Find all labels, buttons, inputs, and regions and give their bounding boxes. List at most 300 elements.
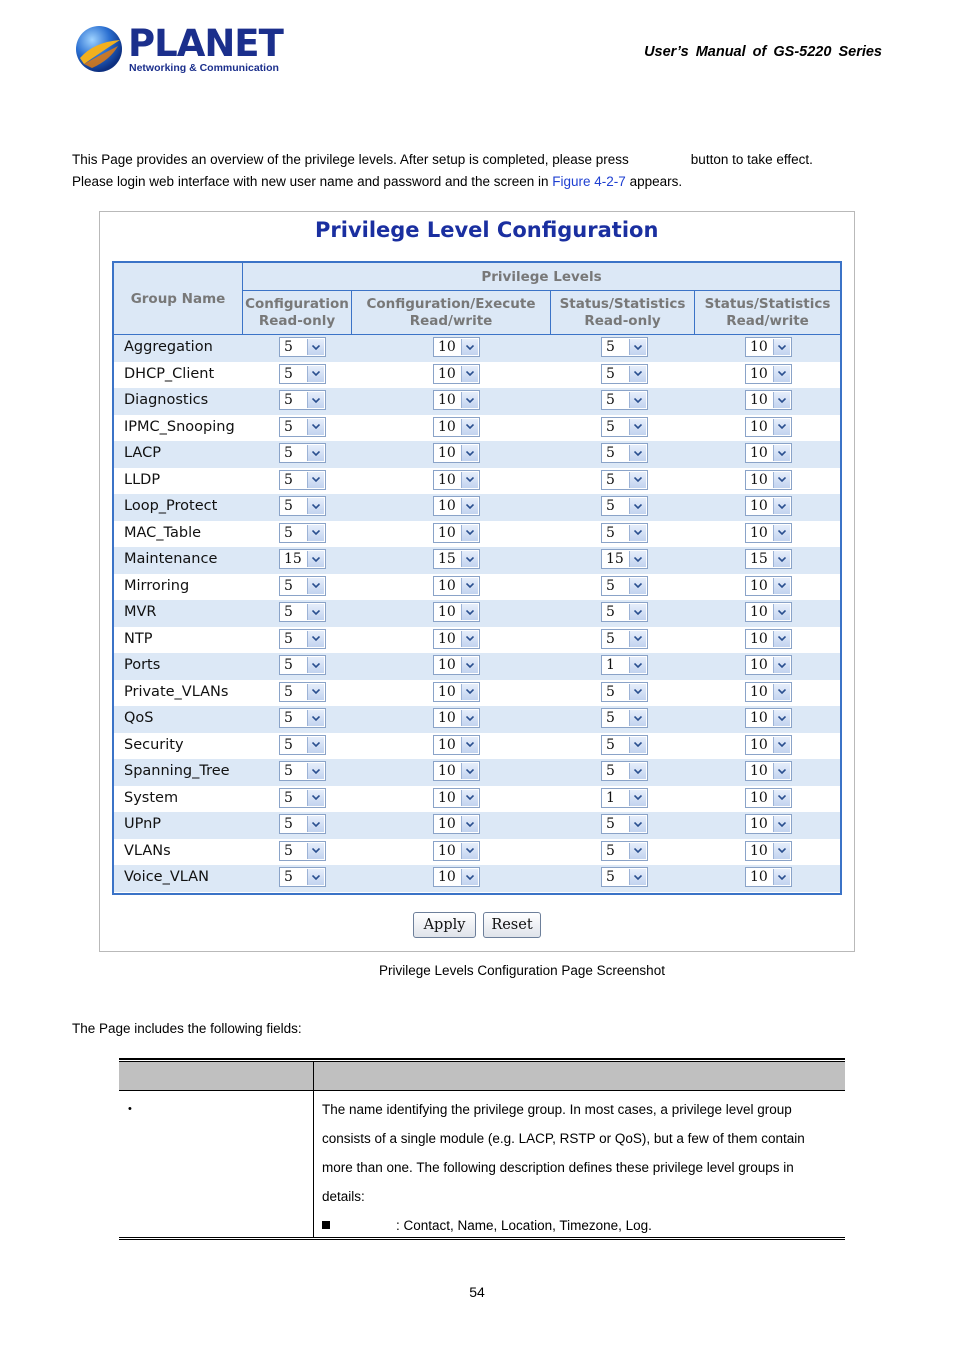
group-name-cell: MVR [124,604,157,620]
select-value: 5 [284,816,293,832]
group-name-cell: VLANs [124,842,171,859]
chevron-down-icon[interactable] [629,710,646,726]
chevron-down-icon[interactable] [307,339,324,355]
chevron-down-icon[interactable] [461,816,478,832]
select-value: 10 [438,392,456,408]
chevron-down-icon[interactable] [307,419,324,435]
privilege-level-select[interactable] [745,496,792,516]
select-value: 5 [606,869,615,885]
chevron-down-icon[interactable] [629,551,646,567]
chevron-down-icon[interactable] [629,657,646,673]
chevron-down-icon[interactable] [773,339,790,355]
chevron-down-icon[interactable] [629,392,646,408]
chevron-down-icon[interactable] [773,525,790,541]
privilege-level-select[interactable] [433,708,480,728]
chevron-down-icon[interactable] [629,790,646,806]
select-value: 10 [438,471,456,488]
column-header [352,291,551,334]
chevron-down-icon[interactable] [307,869,324,885]
select-value: 10 [750,842,768,859]
chevron-down-icon[interactable] [307,843,324,859]
privilege-level-select[interactable] [433,523,480,543]
privilege-level-select[interactable] [745,470,792,490]
intro-text-2: Please login web interface with new user name and password and the screen in [72,174,553,189]
select-value: 10 [750,524,768,541]
chevron-down-icon[interactable] [629,419,646,435]
planet-logo [72,22,283,78]
table-bottom-rule [119,1237,845,1240]
select-value: 1 [606,789,615,806]
group-name-cell: Loop_Protect [124,498,218,514]
logo-wordmark: PLANET [128,22,283,65]
bullet: • [128,1103,132,1115]
select-value: 5 [284,339,293,355]
chevron-down-icon[interactable] [461,763,478,779]
column-header-line1: Configuration/Execute [366,295,536,312]
privilege-level-select[interactable] [279,761,326,781]
select-value: 10 [750,498,768,514]
select-value: 10 [438,763,456,779]
body-column-divider [313,1091,314,1237]
select-value: 15 [284,551,302,567]
select-value: 10 [438,816,456,832]
chevron-down-icon[interactable] [461,869,478,885]
privilege-level-select[interactable] [279,708,326,728]
privilege-level-select[interactable] [601,735,648,755]
privilege-rows [114,335,840,892]
select-value: 10 [438,710,456,726]
select-value: 10 [438,604,456,620]
table-row [114,494,840,521]
select-value: 10 [438,498,456,514]
chevron-down-icon[interactable] [461,657,478,673]
privilege-level-select[interactable] [745,417,792,437]
description-line: details: [322,1189,365,1204]
privilege-level-select[interactable] [433,761,480,781]
manual-title: User’s Manual of GS-5220 Series [644,44,882,60]
privilege-level-select[interactable] [433,443,480,463]
header-column-divider [313,1062,314,1090]
privilege-level-select[interactable] [279,788,326,808]
select-value: 10 [750,763,768,779]
group-name-cell: LLDP [124,471,161,488]
table-row [114,786,840,813]
chevron-down-icon[interactable] [773,392,790,408]
privilege-level-select[interactable] [601,523,648,543]
chevron-down-icon[interactable] [629,763,646,779]
privilege-level-select[interactable] [745,682,792,702]
group-name-cell: Aggregation [124,339,213,355]
field-description [322,1095,842,1240]
chevron-down-icon[interactable] [307,737,324,753]
chevron-down-icon[interactable] [773,631,790,647]
privilege-level-select[interactable] [433,629,480,649]
table-row [114,812,840,839]
select-value: 5 [284,736,293,753]
chevron-down-icon[interactable] [629,869,646,885]
logo-tagline: Networking & Communication [129,62,279,74]
description-line: The name identifying the privilege group. In most cases, a privilege level group [322,1102,792,1117]
privilege-level-select[interactable] [279,655,326,675]
chevron-down-icon[interactable] [461,339,478,355]
chevron-down-icon[interactable] [629,339,646,355]
chevron-down-icon[interactable] [773,869,790,885]
privilege-level-select[interactable] [279,523,326,543]
privilege-level-select[interactable] [601,576,648,596]
chevron-down-icon[interactable] [773,366,790,382]
select-value: 10 [438,418,456,435]
chevron-down-icon[interactable] [307,525,324,541]
figure-caption: Privilege Levels Configuration Page Screenshot [379,963,665,978]
select-value: 1 [606,657,615,673]
chevron-down-icon[interactable] [461,551,478,567]
privilege-level-select[interactable] [745,841,792,861]
privilege-level-select[interactable] [601,390,648,410]
description-line: more than one. The following description defines these privilege level groups in [322,1160,794,1175]
privilege-level-select[interactable] [279,576,326,596]
chevron-down-icon[interactable] [307,392,324,408]
privilege-levels-header: Privilege Levels [243,263,840,291]
select-value: 5 [284,763,293,779]
select-value: 5 [284,418,293,435]
select-value: 10 [750,471,768,488]
select-value: 5 [284,842,293,859]
group-name-cell: Private_VLANs [124,683,229,700]
table-row [114,839,840,866]
select-value: 10 [438,339,456,355]
select-value: 5 [284,445,293,461]
select-value: 10 [438,683,456,700]
privilege-level-select[interactable] [279,867,326,887]
chevron-down-icon[interactable] [629,498,646,514]
select-value: 5 [606,498,615,514]
privilege-level-select[interactable] [601,761,648,781]
chevron-down-icon[interactable] [629,445,646,461]
privilege-level-select[interactable] [745,337,792,357]
privilege-level-select[interactable] [601,417,648,437]
privilege-level-select[interactable] [601,867,648,887]
privilege-level-select[interactable] [745,549,792,569]
privilege-level-select[interactable] [279,470,326,490]
privilege-level-select[interactable] [601,549,648,569]
chevron-down-icon[interactable] [461,631,478,647]
privilege-level-select[interactable] [433,576,480,596]
chevron-down-icon[interactable] [307,710,324,726]
privilege-level-select[interactable] [279,629,326,649]
chevron-down-icon[interactable] [307,604,324,620]
intro-line-1 [72,152,813,168]
square-bullet-icon [322,1221,330,1229]
chevron-down-icon[interactable] [307,816,324,832]
chevron-down-icon[interactable] [307,657,324,673]
privilege-level-select[interactable] [279,417,326,437]
select-value: 10 [438,657,456,673]
group-name-cell: System [124,789,179,806]
select-value: 5 [284,789,293,806]
chevron-down-icon[interactable] [461,419,478,435]
select-value: 10 [750,683,768,700]
privilege-level-select[interactable] [433,549,480,569]
privilege-level-select[interactable] [279,390,326,410]
table-row [114,706,840,733]
select-value: 5 [606,471,615,488]
privilege-level-select[interactable] [601,337,648,357]
privilege-level-select[interactable] [601,496,648,516]
privilege-level-select[interactable] [279,443,326,463]
select-value: 5 [284,869,293,885]
chevron-down-icon[interactable] [461,578,478,594]
select-value: 10 [438,524,456,541]
chevron-down-icon[interactable] [773,816,790,832]
privilege-level-select[interactable] [433,364,480,384]
privilege-level-select[interactable] [279,337,326,357]
table-body-row [119,1091,845,1237]
page-number: 54 [469,1284,485,1300]
sub-item-text: : Contact, Name, Location, Timezone, Log. [396,1218,652,1233]
group-name-cell: Maintenance [124,551,218,567]
table-row [114,547,840,574]
select-value: 10 [750,789,768,806]
privilege-level-select[interactable] [433,655,480,675]
group-name-cell: DHCP_Client [124,365,215,382]
select-value: 10 [438,789,456,806]
privilege-level-select[interactable] [279,814,326,834]
chevron-down-icon[interactable] [773,419,790,435]
chevron-down-icon[interactable] [773,445,790,461]
chevron-down-icon[interactable] [461,843,478,859]
select-value: 5 [606,842,615,859]
select-value: 5 [284,710,293,726]
privilege-level-select[interactable] [601,788,648,808]
chevron-down-icon[interactable] [629,816,646,832]
select-value: 10 [438,869,456,885]
group-name-cell: NTP [124,630,153,647]
select-value: 10 [438,577,456,594]
globe-icon [74,24,124,74]
chevron-down-icon[interactable] [461,366,478,382]
select-value: 5 [284,683,293,700]
reset-button[interactable]: Reset [483,912,541,938]
chevron-down-icon[interactable] [307,578,324,594]
privilege-level-select[interactable] [433,814,480,834]
chevron-down-icon[interactable] [461,472,478,488]
privilege-level-select[interactable] [745,814,792,834]
column-header-line2: Read-only [584,312,661,329]
table-row [114,468,840,495]
chevron-down-icon[interactable] [461,710,478,726]
select-value: 5 [606,524,615,541]
select-value: 10 [750,710,768,726]
chevron-down-icon[interactable] [773,604,790,620]
privilege-level-select[interactable] [745,761,792,781]
privilege-level-select[interactable] [601,364,648,384]
privilege-level-select[interactable] [433,841,480,861]
chevron-down-icon[interactable] [773,710,790,726]
select-value: 5 [606,392,615,408]
select-value: 5 [606,710,615,726]
chevron-down-icon[interactable] [307,684,324,700]
chevron-down-icon[interactable] [629,604,646,620]
apply-button[interactable]: Apply [413,912,476,938]
chevron-down-icon[interactable] [307,790,324,806]
privilege-level-select[interactable] [279,735,326,755]
figure-link[interactable]: Figure 4-2-7 [552,174,626,189]
privilege-level-select[interactable] [745,390,792,410]
group-name-cell: UPnP [124,816,162,832]
group-name-cell: QoS [124,710,154,726]
group-name-header: Group Name [114,263,243,334]
privilege-level-select[interactable] [601,708,648,728]
select-value: 5 [606,418,615,435]
privilege-level-select[interactable] [279,364,326,384]
privilege-level-select[interactable] [745,655,792,675]
chevron-down-icon[interactable] [773,498,790,514]
chevron-down-icon[interactable] [461,525,478,541]
chevron-down-icon[interactable] [773,790,790,806]
chevron-down-icon[interactable] [773,684,790,700]
privilege-level-select[interactable] [433,390,480,410]
chevron-down-icon[interactable] [773,737,790,753]
chevron-down-icon[interactable] [307,763,324,779]
fields-intro: The Page includes the following fields: [72,1021,302,1036]
group-name-cell: Voice_VLAN [124,869,209,885]
chevron-down-icon[interactable] [629,525,646,541]
column-header-line2: Read-only [258,312,336,329]
select-value: 5 [606,816,615,832]
select-value: 5 [284,498,293,514]
chevron-down-icon[interactable] [773,472,790,488]
privilege-level-select[interactable] [279,841,326,861]
privilege-level-select[interactable] [745,443,792,463]
column-header-line1: Configuration [245,295,349,312]
select-value: 5 [284,577,293,594]
chevron-down-icon[interactable] [773,578,790,594]
privilege-level-select[interactable] [745,602,792,622]
select-value: 5 [284,604,293,620]
privilege-level-select[interactable] [433,337,480,357]
intro-text-after: button to take effect. [690,152,813,167]
chevron-down-icon[interactable] [629,366,646,382]
privilege-level-select[interactable] [279,682,326,702]
chevron-down-icon[interactable] [307,551,324,567]
table-row [114,627,840,654]
select-value: 15 [750,551,768,567]
privilege-level-select[interactable] [601,655,648,675]
privilege-level-select[interactable] [433,682,480,702]
group-name-cell: Security [124,736,184,753]
chevron-down-icon[interactable] [629,737,646,753]
privilege-level-select[interactable] [433,867,480,887]
select-value: 5 [606,445,615,461]
privilege-level-select[interactable] [745,735,792,755]
chevron-down-icon[interactable] [773,763,790,779]
chevron-down-icon[interactable] [307,498,324,514]
chevron-down-icon[interactable] [461,684,478,700]
privilege-level-select[interactable] [601,470,648,490]
privilege-level-select[interactable] [745,364,792,384]
chevron-down-icon[interactable] [307,472,324,488]
chevron-down-icon[interactable] [773,843,790,859]
chevron-down-icon[interactable] [773,657,790,673]
table-row [114,733,840,760]
table-row [114,865,840,892]
privilege-level-select[interactable] [745,523,792,543]
select-value: 5 [606,763,615,779]
chevron-down-icon[interactable] [629,684,646,700]
select-value: 5 [606,736,615,753]
privilege-level-select[interactable] [745,708,792,728]
group-name-cell: Ports [124,657,161,673]
privilege-level-select[interactable] [745,629,792,649]
select-value: 10 [750,736,768,753]
chevron-down-icon[interactable] [461,445,478,461]
privilege-level-select[interactable] [601,629,648,649]
column-header [551,291,695,334]
privilege-level-select[interactable] [433,470,480,490]
privilege-level-select[interactable] [433,788,480,808]
privilege-level-select[interactable] [279,549,326,569]
chevron-down-icon[interactable] [307,631,324,647]
privilege-level-select[interactable] [745,867,792,887]
privilege-level-select[interactable] [745,788,792,808]
chevron-down-icon[interactable] [461,737,478,753]
table-row [114,415,840,442]
privilege-level-select[interactable] [433,496,480,516]
select-value: 10 [750,445,768,461]
select-value: 5 [606,604,615,620]
privilege-level-select[interactable] [601,841,648,861]
group-name-cell: IPMC_Snooping [124,418,235,435]
privilege-table [112,261,842,895]
chevron-down-icon[interactable] [461,604,478,620]
select-value: 10 [438,736,456,753]
chevron-down-icon[interactable] [629,631,646,647]
chevron-down-icon[interactable] [629,472,646,488]
chevron-down-icon[interactable] [629,843,646,859]
group-name-cell: LACP [124,445,161,461]
chevron-down-icon[interactable] [307,366,324,382]
privilege-level-select[interactable] [279,602,326,622]
group-name-cell: MAC_Table [124,524,202,541]
privilege-level-select[interactable] [433,417,480,437]
table-row [114,680,840,707]
privilege-level-select[interactable] [279,496,326,516]
select-value: 10 [750,339,768,355]
column-header-line1: Status/Statistics [704,295,831,312]
privilege-level-select[interactable] [745,576,792,596]
privilege-level-select[interactable] [433,735,480,755]
column-header-line2: Read/write [409,312,493,329]
select-value: 10 [438,445,456,461]
chevron-down-icon[interactable] [461,392,478,408]
privilege-config-screenshot [99,211,855,952]
privilege-level-select[interactable] [433,602,480,622]
privilege-level-select[interactable] [601,682,648,702]
select-value: 10 [750,657,768,673]
description-line: consists of a single module (e.g. LACP, RSTP or QoS), but a few of them contain [322,1131,805,1146]
chevron-down-icon[interactable] [461,790,478,806]
privilege-level-select[interactable] [601,602,648,622]
chevron-down-icon[interactable] [307,445,324,461]
chevron-down-icon[interactable] [461,498,478,514]
intro-text-2-after: appears. [625,174,683,189]
privilege-level-select[interactable] [601,443,648,463]
privilege-level-select[interactable] [601,814,648,834]
table-row [114,600,840,627]
chevron-down-icon[interactable] [773,551,790,567]
chevron-down-icon[interactable] [629,578,646,594]
table-row [114,653,840,680]
